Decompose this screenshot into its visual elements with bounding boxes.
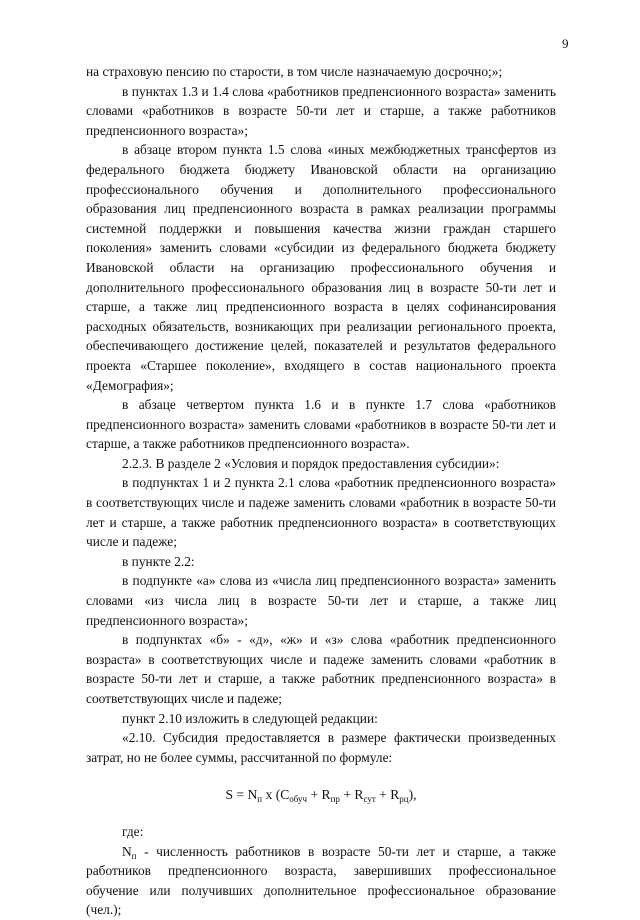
formula-subscript: сут bbox=[363, 794, 376, 805]
paragraph: в пункте 2.2: bbox=[122, 553, 195, 569]
paragraph: в подпунктах 1 и 2 пункта 2.1 слова «работник предпенсионного возраста» в соответствующих числе и падеже заменить словами «работник в возрасте 50-ти лет и старше, а также работник предпенсионного возраста» в соответствующих числе и падеже; bbox=[86, 475, 556, 550]
paragraph: «2.10. Субсидия предоставляется в размере фактически произведенных затрат, но не более суммы, рассчитанной по формуле: bbox=[86, 730, 556, 765]
paragraph: в пунктах 1.3 и 1.4 слова «работников предпенсионного возраста» заменить словами «работников в возрасте 50-ти лет и старше, а также работников предпенсионного возраста»; bbox=[86, 83, 556, 138]
definition-text: - численность работников в возрасте 50-ти лет и старше, а также работников предпенсионного возраста, завершивших профессиональное обучение или получивших дополнительное профессиональное образование (чел.); bbox=[86, 843, 556, 918]
paragraph: в подпункте «а» слова из «числа лиц предпенсионного возраста» заменить словами «из числа лиц в возрасте 50-ти лет и старше, а также лиц предпенсионного возраста»; bbox=[86, 573, 556, 628]
formula-part: + R bbox=[339, 787, 364, 803]
paragraph: 2.2.3. В разделе 2 «Условия и порядок предоставления субсидии»: bbox=[122, 455, 500, 471]
formula-subscript: п bbox=[257, 794, 263, 805]
paragraph: в подпунктах «б» - «д», «ж» и «з» слова «работник предпенсионного возраста» в соответствующих числе и падеже заменить словами «работник в возрасте 50-ти лет и старше, а также работник предпенсионного возраста» в соответствующих числе и падеже; bbox=[86, 632, 556, 706]
paragraph: на страховую пенсию по старости, в том числе назначаемую досрочно;»; bbox=[86, 64, 503, 79]
formula-part: x (C bbox=[262, 787, 290, 803]
formula bbox=[86, 785, 556, 805]
formula-subscript: пр bbox=[330, 794, 340, 805]
paragraph: в абзаце втором пункта 1.5 слова «иных межбюджетных трансфертов из федерального бюджета бюджету Ивановской области на организацию профессионального обучения и дополнительного профессионального образования лиц предпенсионного возраста в рамках реализации программы системной поддержки и повышения качества жизни граждан старшего поколения» заменить словами «субсидии из федерального бюджета бюджету Ивановской области на организацию профессионального обучения и дополнительного профессионального образования лиц в возрасте 50-ти лет и старше, а также лиц предпенсионного возраста в целях софинансирования расходных обязательств, возникающих при реализации регионального проекта, обеспечивающего достижение целей, показателей и результатов федерального проекта «Старшее поколение», входящего в состав национального проекта «Демография»; bbox=[86, 142, 556, 393]
formula-part: S = N bbox=[225, 787, 258, 803]
formula-subscript: обуч bbox=[289, 794, 308, 805]
where-label: где: bbox=[122, 823, 144, 839]
paragraph: в абзаце четвертом пункта 1.6 и в пункте 1.7 слова «работников предпенсионного возраста» заменить словами «работников в возрасте 50-ти лет и старше, а также работников предпенсионного возраста». bbox=[86, 397, 556, 452]
document-body bbox=[86, 62, 556, 920]
definition-symbol-subscript: п bbox=[131, 850, 137, 861]
definition bbox=[86, 842, 556, 920]
paragraph: пункт 2.10 изложить в следующей редакции: bbox=[122, 710, 378, 726]
formula-part: + R bbox=[307, 787, 331, 803]
page-number: 9 bbox=[562, 36, 569, 51]
formula-part: ), bbox=[408, 787, 417, 803]
definition-symbol: N bbox=[122, 843, 132, 859]
formula-subscript: рц bbox=[399, 794, 409, 805]
formula-part: + R bbox=[375, 787, 400, 803]
